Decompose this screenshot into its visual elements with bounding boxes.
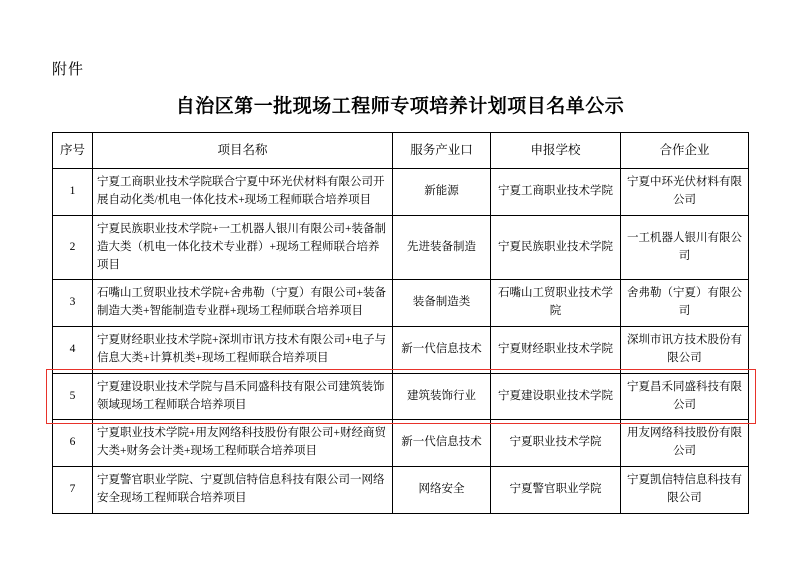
cell-industry: 建筑装饰行业 — [393, 373, 491, 420]
cell-school: 宁夏民族职业技术学院 — [491, 216, 621, 280]
cell-company: 一工机器人银川有限公司 — [621, 216, 749, 280]
table-row — [53, 280, 749, 327]
cell-project: 宁夏警官职业学院、宁夏凯信特信息科技有限公司一网络安全现场工程师联合培养项目 — [93, 466, 393, 513]
cell-project: 宁夏工商职业技术学院联合宁夏中环光伏材料有限公司开展自动化类/机电一体化技术+现场工程师联合培养项目 — [93, 169, 393, 216]
cell-industry: 装备制造类 — [393, 280, 491, 327]
cell-index: 2 — [53, 216, 93, 280]
cell-company: 宁夏昌禾同盛科技有限公司 — [621, 373, 749, 420]
table-row — [53, 216, 749, 280]
column-header-school: 申报学校 — [491, 133, 621, 169]
table-row-highlighted — [53, 373, 749, 420]
table-header-row — [53, 133, 749, 169]
cell-project: 宁夏建设职业技术学院与昌禾同盛科技有限公司建筑装饰领域现场工程师联合培养项目 — [93, 373, 393, 420]
cell-industry: 新一代信息技术 — [393, 420, 491, 467]
cell-school: 宁夏建设职业技术学院 — [491, 373, 621, 420]
cell-index: 5 — [53, 373, 93, 420]
cell-industry: 先进装备制造 — [393, 216, 491, 280]
column-header-project: 项目名称 — [93, 133, 393, 169]
cell-school: 宁夏财经职业技术学院 — [491, 327, 621, 374]
cell-company: 用友网络科技股份有限公司 — [621, 420, 749, 467]
table-row — [53, 169, 749, 216]
cell-index: 6 — [53, 420, 93, 467]
cell-industry: 新一代信息技术 — [393, 327, 491, 374]
cell-project: 宁夏民族职业技术学院+一工机器人银川有限公司+装备制造大类（机电一体化技术专业群）+现场工程师联合培养项目 — [93, 216, 393, 280]
cell-company: 深圳市讯方技术股份有限公司 — [621, 327, 749, 374]
table-row — [53, 327, 749, 374]
column-header-industry: 服务产业口 — [393, 133, 491, 169]
cell-industry: 新能源 — [393, 169, 491, 216]
table-row — [53, 420, 749, 467]
cell-index: 1 — [53, 169, 93, 216]
cell-company: 宁夏中环光伏材料有限公司 — [621, 169, 749, 216]
cell-project: 宁夏职业技术学院+用友网络科技股份有限公司+财经商贸大类+财务会计类+现场工程师联合培养项目 — [93, 420, 393, 467]
cell-school: 宁夏职业技术学院 — [491, 420, 621, 467]
cell-company: 宁夏凯信特信息科技有限公司 — [621, 466, 749, 513]
column-header-company: 合作企业 — [621, 133, 749, 169]
cell-company: 舍弗勒（宁夏）有限公司 — [621, 280, 749, 327]
cell-project: 石嘴山工贸职业技术学院+舍弗勒（宁夏）有限公司+装备制造大类+智能制造专业群+现场工程师联合培养项目 — [93, 280, 393, 327]
cell-project: 宁夏财经职业技术学院+深圳市讯方技术有限公司+电子与信息大类+计算机类+现场工程师联合培养项目 — [93, 327, 393, 374]
column-header-index: 序号 — [53, 133, 93, 169]
cell-school: 宁夏警官职业学院 — [491, 466, 621, 513]
cell-school: 石嘴山工贸职业技术学院 — [491, 280, 621, 327]
table-row — [53, 466, 749, 513]
cell-index: 3 — [53, 280, 93, 327]
cell-index: 4 — [53, 327, 93, 374]
attachment-label: 附件 — [52, 62, 85, 78]
project-list-table — [52, 132, 749, 514]
cell-industry: 网络安全 — [393, 466, 491, 513]
cell-school: 宁夏工商职业技术学院 — [491, 169, 621, 216]
cell-index: 7 — [53, 466, 93, 513]
page-title: 自治区第一批现场工程师专项培养计划项目名单公示 — [175, 96, 625, 117]
